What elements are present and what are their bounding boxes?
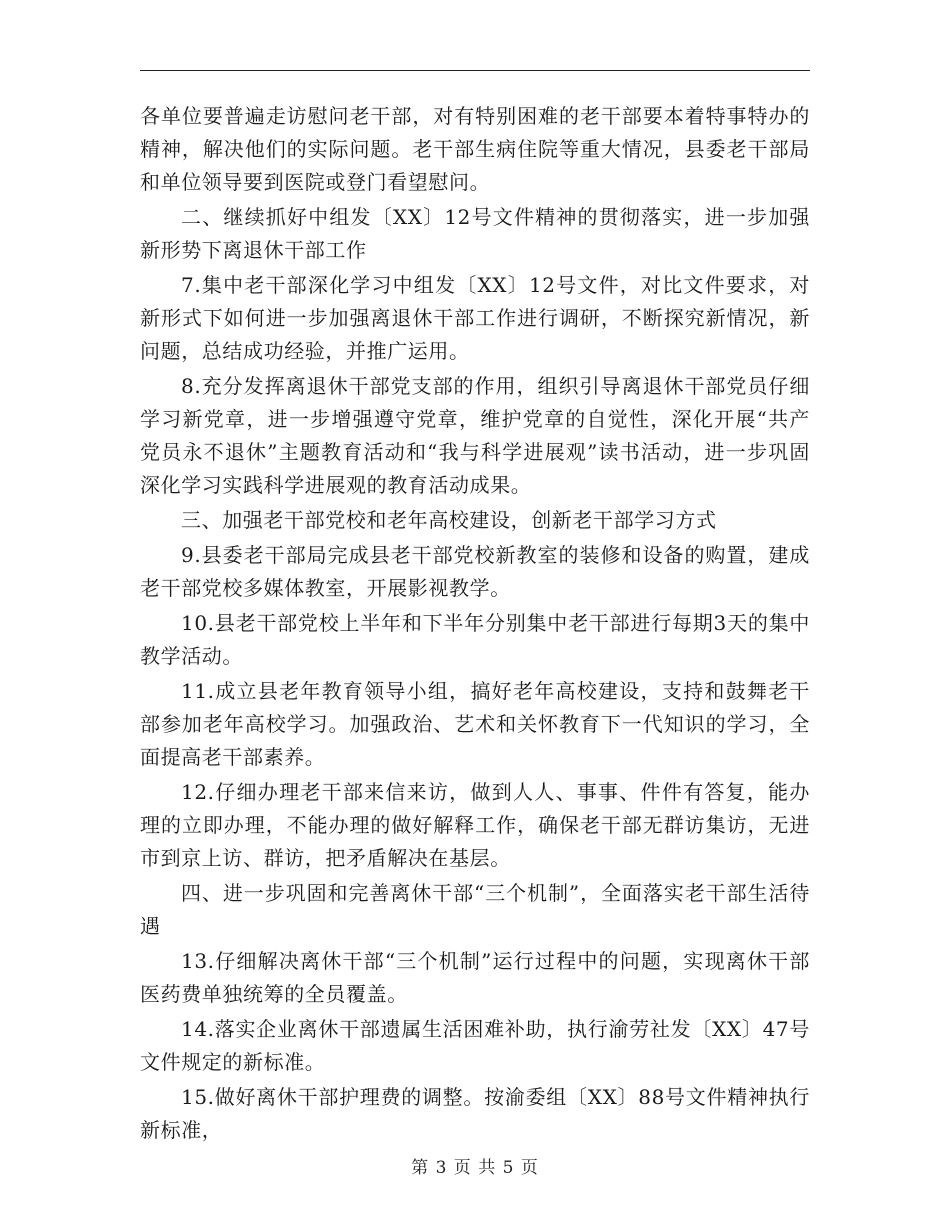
- section-heading-4: 四、进一步巩固和完善离休干部“三个机制”，全面落实老干部生活待遇: [140, 881, 810, 938]
- paragraph-item-14: 14.落实企业离休干部遗属生活困难补助，执行渝劳社发〔XX〕47号文件规定的新标准。: [140, 1017, 810, 1074]
- paragraph-item-15: 15.做好离休干部护理费的调整。按渝委组〔XX〕88号文件精神执行新标准，: [140, 1085, 810, 1142]
- page-number-footer: 第 3 页 共 5 页: [411, 1158, 539, 1178]
- paragraph-item-11: 11.成立县老年教育领导小组，搞好老年高校建设，支持和鼓舞老干部参加老年高校学习。加强政治、艺术和关怀教育下一代知识的学习，全面提高老干部素养。: [140, 679, 810, 769]
- paragraph-item-7: 7.集中老干部深化学习中组发〔XX〕12号文件，对比文件要求，对新形式下如何进一步加强离退休干部工作进行调研，不断探究新情况，新问题，总结成功经验，并推广运用。: [140, 273, 810, 363]
- paragraph-item-12: 12.仔细办理老干部来信来访，做到人人、事事、件件有答复，能办理的立即办理，不能办理的做好解释工作，确保老干部无群访集访，无进市到京上访、群访，把矛盾解决在基层。: [140, 780, 810, 870]
- section-heading-2: 二、继续抓好中组发〔XX〕12号文件精神的贯彻落实，进一步加强新形势下离退休干部工作: [140, 205, 810, 262]
- header-rule: [140, 70, 810, 71]
- paragraph-1: 各单位要普遍走访慰问老干部，对有特别困难的老干部要本着特事特办的精神，解决他们的实际问题。老干部生病住院等重大情况，县委老干部局和单位领导要到医院或登门看望慰问。: [140, 104, 810, 194]
- paragraph-item-9: 9.县委老干部局完成县老干部党校新教室的装修和设备的购置，建成老干部党校多媒体教室，开展影视教学。: [140, 543, 810, 600]
- paragraph-item-8: 8.充分发挥离退休干部党支部的作用，组织引导离退休干部党员仔细学习新党章，进一步增强遵守党章，维护党章的自觉性，深化开展“共产党员永不退休”主题教育活动和“我与科学进展观”读书活动，进一步巩固深化学习实践科学进展观的教育活动成果。: [140, 374, 810, 497]
- paragraph-item-10: 10.县老干部党校上半年和下半年分别集中老干部进行每期3天的集中教学活动。: [140, 611, 810, 668]
- section-heading-3: 三、加强老干部党校和老年高校建设，创新老干部学习方式: [181, 508, 717, 532]
- document-body: [140, 100, 810, 1149]
- paragraph-item-13: 13.仔细解决离休干部“三个机制”运行过程中的问题，实现离休干部医药费单独统筹的全员覆盖。: [140, 949, 810, 1006]
